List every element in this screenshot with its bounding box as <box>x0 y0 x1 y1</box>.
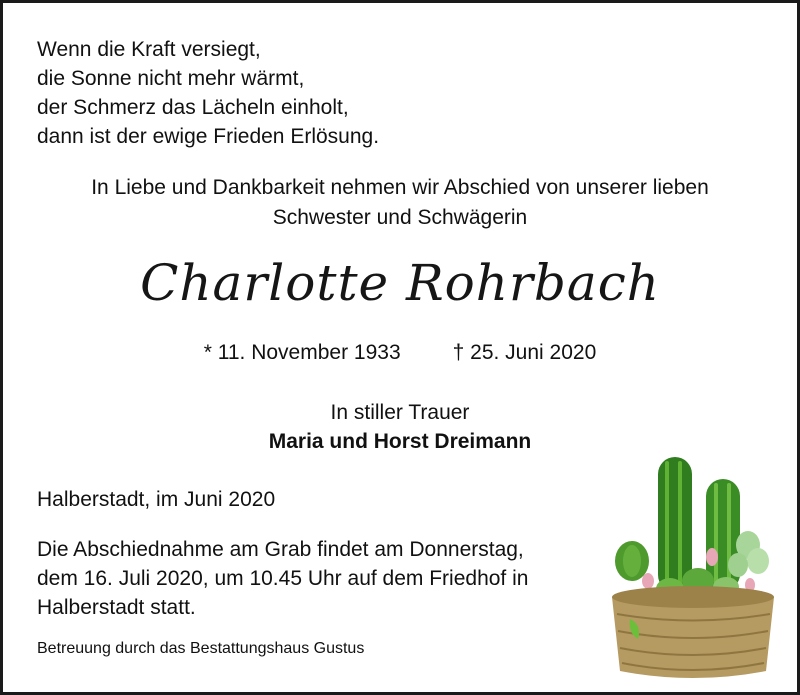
place-date: Halberstadt, im Juni 2020 <box>37 488 276 511</box>
ceremony-line: dem 16. Juli 2020, um 10.45 Uhr auf dem Friedhof in <box>37 567 529 590</box>
ceremony-line: Halberstadt statt. <box>37 596 196 619</box>
mourning-block <box>3 398 797 456</box>
poem <box>37 35 379 151</box>
intro-text <box>23 173 777 233</box>
poem-line: der Schmerz das Lächeln einholt, <box>37 96 349 119</box>
poem-line: dann ist der ewige Frieden Erlösung. <box>37 125 380 148</box>
poem-line: Wenn die Kraft versiegt, <box>37 38 261 61</box>
birth-date: * 11. November 1933 <box>203 341 401 364</box>
cactus-basket-icon <box>608 449 778 684</box>
death-date: † 25. Juni 2020 <box>452 341 597 364</box>
funeral-home-credit: Betreuung durch das Bestattungshaus Gustus <box>37 640 365 657</box>
ceremony-line: Die Abschiednahme am Grab findet am Donnerstag, <box>37 538 524 561</box>
ceremony-info <box>37 535 607 622</box>
mourning-phrase: In stiller Trauer <box>330 401 470 424</box>
intro-line: Schwester und Schwägerin <box>272 206 528 229</box>
mourner-names: Maria und Horst Dreimann <box>268 430 532 453</box>
intro-line: In Liebe und Dankbarkeit nehmen wir Abschied von unserer lieben <box>91 176 709 199</box>
poem-line: die Sonne nicht mehr wärmt, <box>37 67 305 90</box>
life-dates <box>3 339 797 367</box>
deceased-name: Charlotte Rohrbach <box>140 254 660 312</box>
